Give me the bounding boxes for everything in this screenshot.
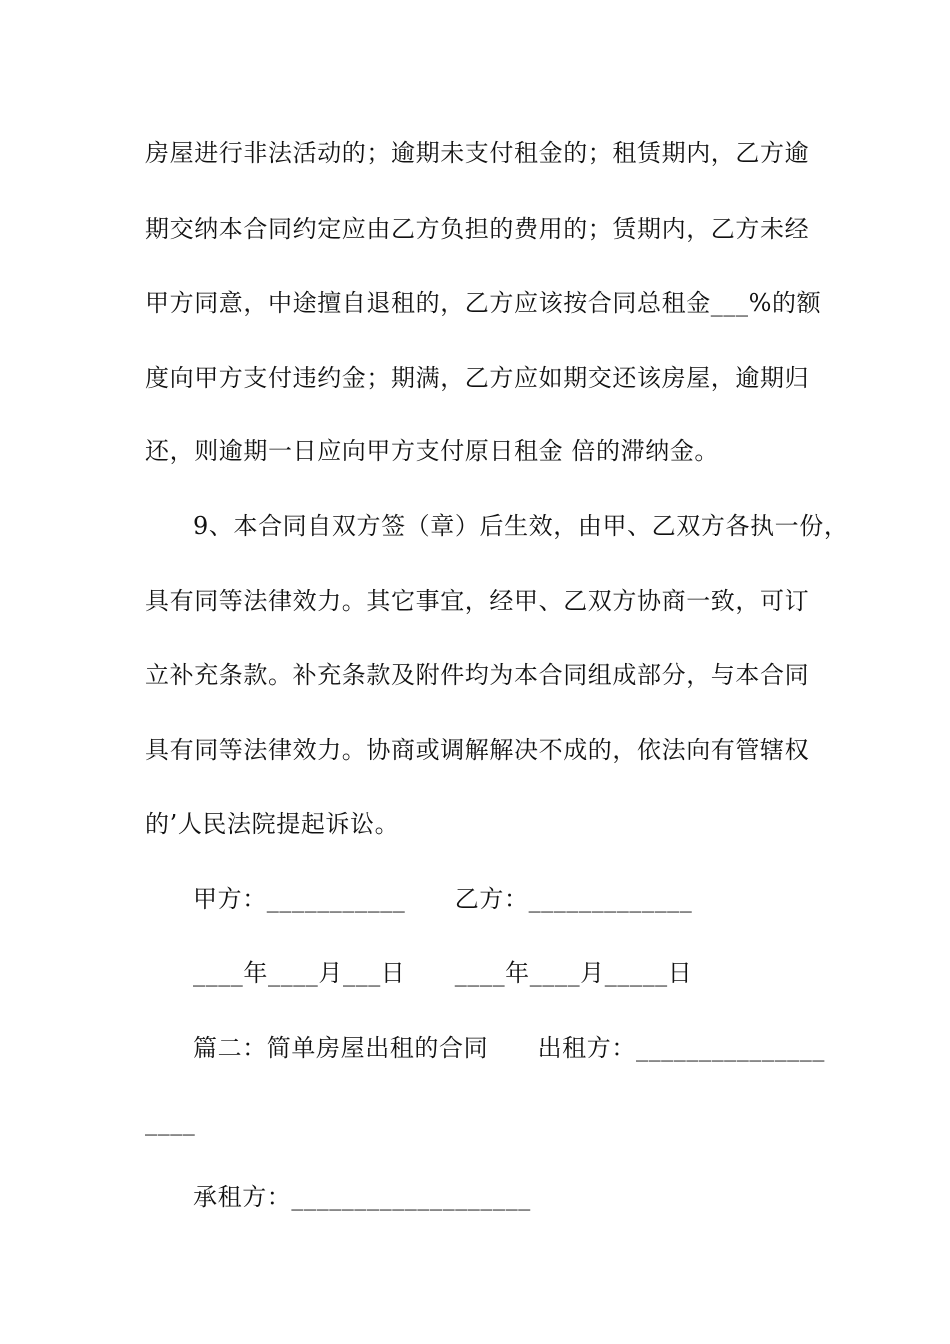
paragraph-line: 甲方同意，中途擅自退租的，乙方应该按合同总租金___%的额 <box>145 289 822 317</box>
date-line: ____年____月___日 ____年____月_____日 <box>193 959 693 987</box>
paragraph-line: 还，则逾期一日应向甲方支付原日租金 倍的滞纳金。 <box>145 437 720 465</box>
signature-line: 甲方：___________ 乙方：_____________ <box>193 885 693 913</box>
section-heading: 篇二：简单房屋出租的合同 出租方：_______________ <box>193 1034 825 1062</box>
paragraph-line: 立补充条款。补充条款及附件均为本合同组成部分，与本合同 <box>145 661 810 689</box>
paragraph-line: 的’人民法院提起诉讼。 <box>145 810 400 838</box>
paragraph-line: 9、本合同自双方签（章）后生效，由甲、乙双方各执一份， <box>193 512 849 540</box>
tenant-line: 承租方：___________________ <box>193 1183 531 1211</box>
paragraph-line: 度向甲方支付违约金；期满，乙方应如期交还该房屋，逾期归 <box>145 364 810 392</box>
paragraph-line: 具有同等法律效力。协商或调解解决不成的，依法向有管辖权 <box>145 736 810 764</box>
paragraph-line: ____ <box>145 1108 196 1136</box>
paragraph-line: 具有同等法律效力。其它事宜，经甲、乙双方协商一致，可订 <box>145 587 810 615</box>
paragraph-line: 房屋进行非法活动的；逾期未支付租金的；租赁期内，乙方逾 <box>145 139 810 167</box>
paragraph-line: 期交纳本合同约定应由乙方负担的费用的；赁期内，乙方未经 <box>145 215 810 243</box>
